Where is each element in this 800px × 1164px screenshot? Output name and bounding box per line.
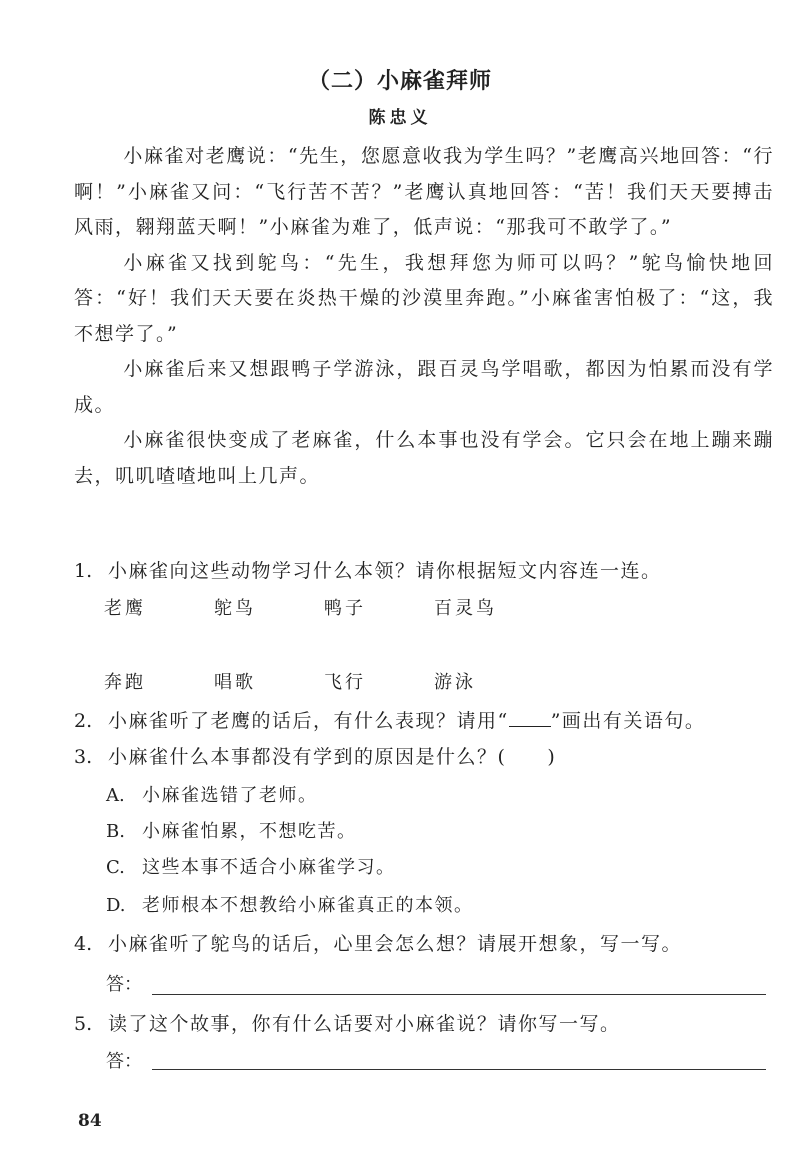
page-title: （二）小麻雀拜师 [307,69,492,94]
question-4 [74,931,774,957]
option-letter: D. [106,895,126,916]
question-number: 4. [74,933,93,955]
option-letter: C. [106,857,125,878]
story-paragraph: 小麻雀又找到鸵鸟：“先生，我想拜您为师可以吗？”鸵鸟愉快地回答：“好！我们天天要在炎热干燥的沙漠里奔跑。”小麻雀害怕极了：“这，我不想学了。” [74,251,774,345]
option-text: 小麻雀选错了老师。 [142,785,318,806]
answer-line[interactable] [152,994,766,995]
question-number: 3. [74,746,93,768]
question-text: 小麻雀听了老鹰的话后，有什么表现？请用“ [108,710,509,732]
animal-eagle: 老鹰 [104,598,146,619]
skill-flying: 飞行 [324,672,366,693]
story-passage [74,139,774,494]
underline-symbol [509,712,551,727]
answer-label: 答： [106,1051,142,1072]
animal-lark: 百灵鸟 [434,598,497,619]
option-text: 这些本事不适合小麻雀学习。 [142,857,396,878]
story-paragraph: 小麻雀对老鹰说：“先生，您愿意收我为学生吗？”老鹰高兴地回答：“行啊！”小麻雀又问：“飞行苦不苦？”老鹰认真地回答：“苦！我们天天要搏击风雨，翱翔蓝天啊！”小麻雀为难了，低声说：“那我可不敢学了。” [74,145,774,238]
answer-line[interactable] [152,1069,766,1070]
animal-duck: 鸭子 [324,598,366,619]
option-letter: B. [106,821,125,842]
question-number: 1. [74,560,93,582]
question-5 [74,1011,774,1037]
skill-singing: 唱歌 [214,672,256,693]
answer-label: 答： [106,974,142,995]
skill-swimming: 游泳 [434,672,476,693]
question-text-end: ”画出有关语句。 [550,710,706,732]
question-number: 5. [74,1013,93,1035]
story-paragraph: 小麻雀很快变成了老麻雀，什么本事也没有学会。它只会在地上蹦来蹦去，叽叽喳喳地叫上几声。 [74,429,774,487]
page-number: 84 [78,1111,102,1131]
author-name: 陈忠义 [368,108,432,128]
animal-ostrich: 鸵鸟 [214,598,256,619]
option-b [106,819,357,845]
question-2 [74,708,774,734]
story-paragraph: 小麻雀后来又想跟鸭子学游泳，跟百灵鸟学唱歌，都因为怕累而没有学成。 [74,358,774,416]
question-text: 小麻雀向这些动物学习什么本领？请你根据短文内容连一连。 [108,560,662,582]
question-1 [74,558,774,584]
option-text: 老师根本不想教给小麻雀真正的本领。 [142,895,474,916]
option-letter: A. [106,785,125,806]
question-number: 2. [74,710,93,732]
option-d [106,893,474,919]
option-a [106,783,318,809]
question-3 [74,744,774,770]
question-text: 读了这个故事，你有什么话要对小麻雀说？请你写一写。 [108,1013,621,1035]
question-text: 小麻雀听了鸵鸟的话后，心里会怎么想？请展开想象，写一写。 [108,933,683,955]
option-text: 小麻雀怕累，不想吃苦。 [142,821,357,842]
question-text: 小麻雀什么本事都没有学到的原因是什么？( ) [108,746,557,768]
skill-running: 奔跑 [104,672,146,693]
option-c [106,855,396,881]
